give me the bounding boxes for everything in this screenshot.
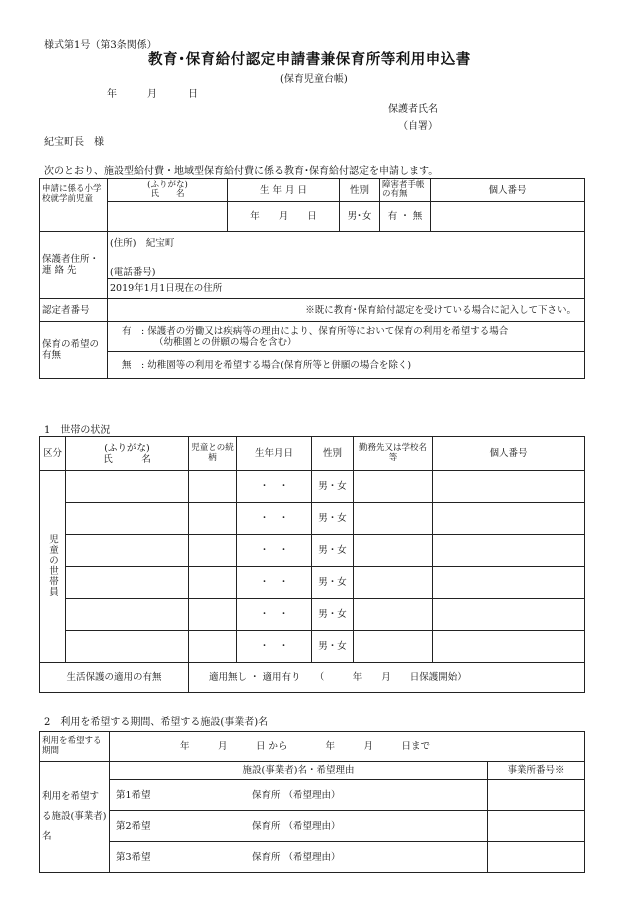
facility-table: [39, 731, 585, 873]
member-name-field[interactable]: [66, 599, 189, 631]
member-work-field[interactable]: [354, 599, 433, 631]
guardian-name-label: 保護者氏名: [388, 104, 438, 115]
member-mynumber-field[interactable]: [433, 535, 585, 567]
wish-no-option[interactable]: 無 : 幼稚園等の利用を希望する場合(保育所等と併願の場合を除く): [108, 352, 585, 379]
child-sex-field[interactable]: 男･女: [340, 202, 380, 232]
form-subtitle: (保育児童台帳): [280, 74, 348, 85]
welfare-label: 生活保護の適用の有無: [40, 663, 189, 693]
birth-header: 生 年 月 日: [228, 179, 340, 202]
wish-3-field[interactable]: 第3希望 保育所 （希望理由）: [110, 842, 488, 873]
my-number-header: 個人番号: [431, 179, 585, 202]
member-sex-field[interactable]: 男・女: [312, 567, 354, 599]
date-year: 年: [107, 89, 117, 100]
member-sex-field[interactable]: 男・女: [312, 503, 354, 535]
col-name: (ふりがな) 氏 名: [66, 437, 189, 471]
member-name-field[interactable]: [66, 567, 189, 599]
member-name-field[interactable]: [66, 631, 189, 663]
office-no-1-field[interactable]: [488, 780, 585, 811]
wish-2-field[interactable]: 第2希望 保育所 （希望理由）: [110, 811, 488, 842]
member-work-field[interactable]: [354, 471, 433, 503]
child-label: 申請に係る小学校就学前児童: [40, 179, 108, 232]
member-birth-field[interactable]: ・ ・: [237, 471, 312, 503]
child-name-field[interactable]: [108, 202, 228, 232]
addressee: 紀宝町長 様: [44, 137, 104, 148]
member-birth-field[interactable]: ・ ・: [237, 631, 312, 663]
address-note: 2019年1月1日現在の住所: [108, 279, 585, 299]
member-mynumber-field[interactable]: [433, 599, 585, 631]
member-mynumber-field[interactable]: [433, 471, 585, 503]
member-sex-field[interactable]: 男・女: [312, 471, 354, 503]
member-relation-field[interactable]: [189, 471, 237, 503]
intro-text: 次のとおり、施設型給付費・地域型保育給付費に係る教育･保育給付認定を申請します。: [44, 166, 439, 177]
section1-heading: 1 世帯の状況: [44, 425, 111, 436]
member-sex-field[interactable]: 男・女: [312, 631, 354, 663]
member-sex-field[interactable]: 男・女: [312, 599, 354, 631]
member-work-field[interactable]: [354, 567, 433, 599]
household-table: [39, 436, 585, 693]
member-work-field[interactable]: [354, 631, 433, 663]
member-birth-field[interactable]: ・ ・: [237, 535, 312, 567]
child-disability-field[interactable]: 有 ・ 無: [380, 202, 431, 232]
child-birth-field[interactable]: 年 月 日: [228, 202, 340, 232]
period-label: 利用を希望する期間: [40, 732, 110, 762]
member-relation-field[interactable]: [189, 631, 237, 663]
member-mynumber-field[interactable]: [433, 631, 585, 663]
form-number: 様式第1号（第3条関係）: [44, 40, 157, 51]
member-mynumber-field[interactable]: [433, 503, 585, 535]
cert-number-note[interactable]: ※既に教育･保育給付認定を受けている場合に記入して下さい。: [108, 299, 585, 322]
member-birth-field[interactable]: ・ ・: [237, 599, 312, 631]
section2-heading: 2 利用を希望する期間、希望する施設(事業者)名: [44, 717, 269, 728]
application-table: [39, 178, 585, 379]
wish-1-field[interactable]: 第1希望 保育所 （希望理由）: [110, 780, 488, 811]
address-field[interactable]: (住所) 紀宝町 (電話番号): [108, 232, 585, 279]
col-birth: 生年月日: [237, 437, 312, 471]
disability-header: 障害者手帳の有無: [380, 179, 431, 202]
member-name-field[interactable]: [66, 471, 189, 503]
date-day: 日: [188, 89, 198, 100]
member-relation-field[interactable]: [189, 599, 237, 631]
office-no-col-header: 事業所番号※: [488, 762, 585, 780]
member-sex-field[interactable]: 男・女: [312, 535, 354, 567]
member-birth-field[interactable]: ・ ・: [237, 503, 312, 535]
member-relation-field[interactable]: [189, 503, 237, 535]
member-relation-field[interactable]: [189, 535, 237, 567]
col-relation: 児童との続柄: [189, 437, 237, 471]
member-name-field[interactable]: [66, 535, 189, 567]
col-sex: 性別: [312, 437, 354, 471]
col-kubun: 区分: [40, 437, 66, 471]
sex-header: 性別: [340, 179, 380, 202]
period-field[interactable]: 年 月 日 から 年 月 日まで: [110, 732, 585, 762]
member-mynumber-field[interactable]: [433, 567, 585, 599]
office-no-3-field[interactable]: [488, 842, 585, 873]
member-relation-field[interactable]: [189, 567, 237, 599]
wish-yes-option[interactable]: 有 : 保護者の労働又は疾病等の理由により、保育所等において保育の利用を希望する場合 （幼稚園との併願の場合を含む）: [108, 322, 585, 352]
facility-col-header: 施設(事業者)名・希望理由: [110, 762, 488, 780]
form-title: 教育･保育給付認定申請書兼保育所等利用申込書: [148, 51, 471, 68]
address-label: 保護者住所・連 絡 先: [40, 232, 108, 299]
member-work-field[interactable]: [354, 503, 433, 535]
wish-label: 保育の希望の有無: [40, 322, 108, 379]
member-name-field[interactable]: [66, 503, 189, 535]
welfare-field[interactable]: 適用無し ・ 適用有り （ 年 月 日保護開始）: [189, 663, 585, 693]
date-month: 月: [147, 89, 157, 100]
phone-label: (電話番号): [110, 267, 156, 278]
facility-label: 利用を希望する施設(事業者)名: [40, 762, 110, 873]
col-mynumber: 個人番号: [433, 437, 585, 471]
col-work: 勤務先又は学校名等: [354, 437, 433, 471]
household-row-label: 児童の世帯員: [40, 471, 66, 663]
cert-number-label: 認定者番号: [40, 299, 108, 322]
office-no-2-field[interactable]: [488, 811, 585, 842]
self-sign: （自署）: [398, 121, 438, 132]
member-birth-field[interactable]: ・ ・: [237, 567, 312, 599]
child-my-number-field[interactable]: [431, 202, 585, 232]
furigana-header: (ふりがな) 氏 名: [108, 179, 228, 202]
member-work-field[interactable]: [354, 535, 433, 567]
